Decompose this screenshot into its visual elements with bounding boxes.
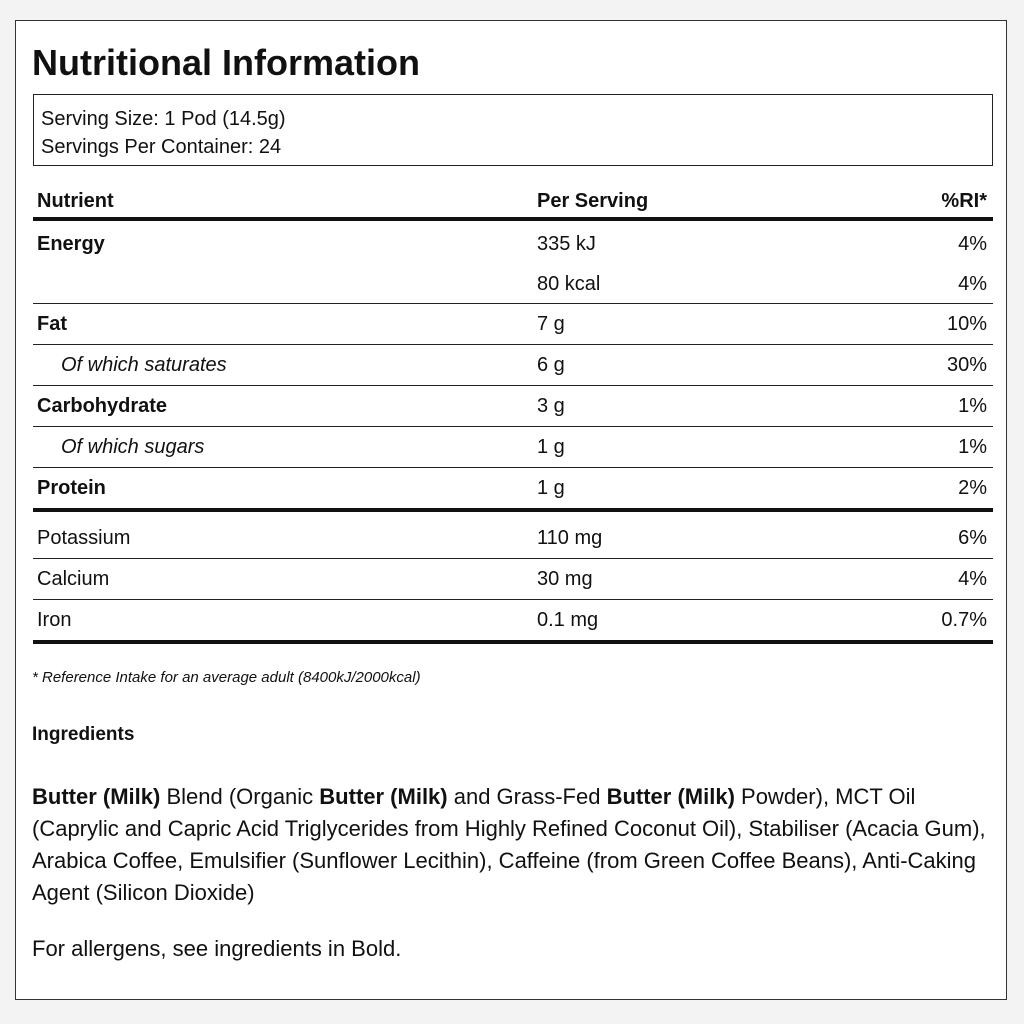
ri-value: 2% — [958, 477, 987, 499]
nutrition-table — [33, 181, 993, 644]
table-row-carbohydrate — [33, 386, 993, 427]
ingredient-text: Powder), MCT Oil (Caprylic and Capric Acid Triglycerides from Highly Refined Coconut Oil), Stabiliser (Acacia Gum), Arabica Coffee, Emulsifier (Sunflower Lecithin), Caffeine (from Green Coffee Beans), Anti-Caking Agent (Silicon Dioxide) — [32, 784, 986, 905]
allergen-highlight: Butter (Milk) — [319, 784, 448, 809]
per-serving-value: 1 g — [537, 436, 565, 458]
table-row-iron — [33, 600, 993, 644]
header-nutrient: Nutrient — [37, 190, 114, 212]
table-row-potassium — [33, 512, 993, 559]
per-serving-value: 6 g — [537, 354, 565, 376]
table-row-protein — [33, 468, 993, 512]
ri-value: 6% — [958, 527, 987, 549]
serving-size: Serving Size: 1 Pod (14.5g) — [41, 108, 286, 130]
per-serving-value: 80 kcal — [537, 273, 601, 295]
nutrient-name: Potassium — [37, 527, 131, 549]
ingredients-heading: Ingredients — [32, 724, 135, 745]
nutrient-name: Iron — [37, 609, 72, 631]
nutrient-name: Protein — [37, 477, 106, 499]
nutrition-panel — [15, 20, 1007, 1000]
per-serving-value: 110 mg — [537, 527, 603, 549]
table-row-energy-kj — [33, 221, 993, 264]
per-serving-value: 0.1 mg — [537, 609, 599, 631]
reference-intake-footnote: * Reference Intake for an average adult (8400kJ/2000kcal) — [32, 669, 421, 686]
ri-value: 4% — [958, 568, 987, 590]
nutrient-name: Of which sugars — [61, 436, 205, 458]
ri-value: 30% — [946, 354, 987, 376]
per-serving-value: 7 g — [537, 313, 565, 335]
table-row-saturates — [33, 345, 993, 386]
allergen-note: For allergens, see ingredients in Bold. — [32, 936, 402, 961]
ingredients-list — [32, 781, 992, 909]
ri-value: 4% — [958, 233, 987, 255]
per-serving-value: 3 g — [537, 395, 565, 417]
serving-info-box — [33, 94, 993, 166]
ri-value: 4% — [958, 273, 987, 295]
nutrient-name: Of which saturates — [61, 354, 227, 376]
table-row-sugars — [33, 427, 993, 468]
ri-value: 1% — [958, 395, 987, 417]
per-serving-value: 1 g — [537, 477, 565, 499]
ingredient-text: Blend (Organic — [160, 784, 320, 809]
table-row-energy-kcal — [33, 264, 993, 304]
allergen-highlight: Butter (Milk) — [606, 784, 735, 809]
ri-value: 10% — [946, 313, 987, 335]
servings-per-container: Servings Per Container: 24 — [41, 136, 282, 158]
ri-value: 0.7% — [941, 609, 987, 631]
table-row-calcium — [33, 559, 993, 600]
nutrient-name: Carbohydrate — [37, 395, 168, 417]
nutrient-name: Calcium — [37, 568, 110, 590]
header-ri: %RI* — [941, 190, 987, 212]
ingredient-text: and Grass-Fed — [447, 784, 607, 809]
per-serving-value: 30 mg — [537, 568, 593, 590]
ri-value: 1% — [958, 436, 987, 458]
page-title: Nutritional Information — [32, 42, 420, 83]
header-per-serving: Per Serving — [537, 190, 649, 212]
allergen-highlight: Butter (Milk) — [32, 784, 161, 809]
per-serving-value: 335 kJ — [537, 233, 596, 255]
nutrient-name: Energy — [37, 233, 105, 255]
nutrient-name: Fat — [37, 313, 67, 335]
table-row-fat — [33, 304, 993, 345]
table-header-row — [33, 181, 993, 221]
